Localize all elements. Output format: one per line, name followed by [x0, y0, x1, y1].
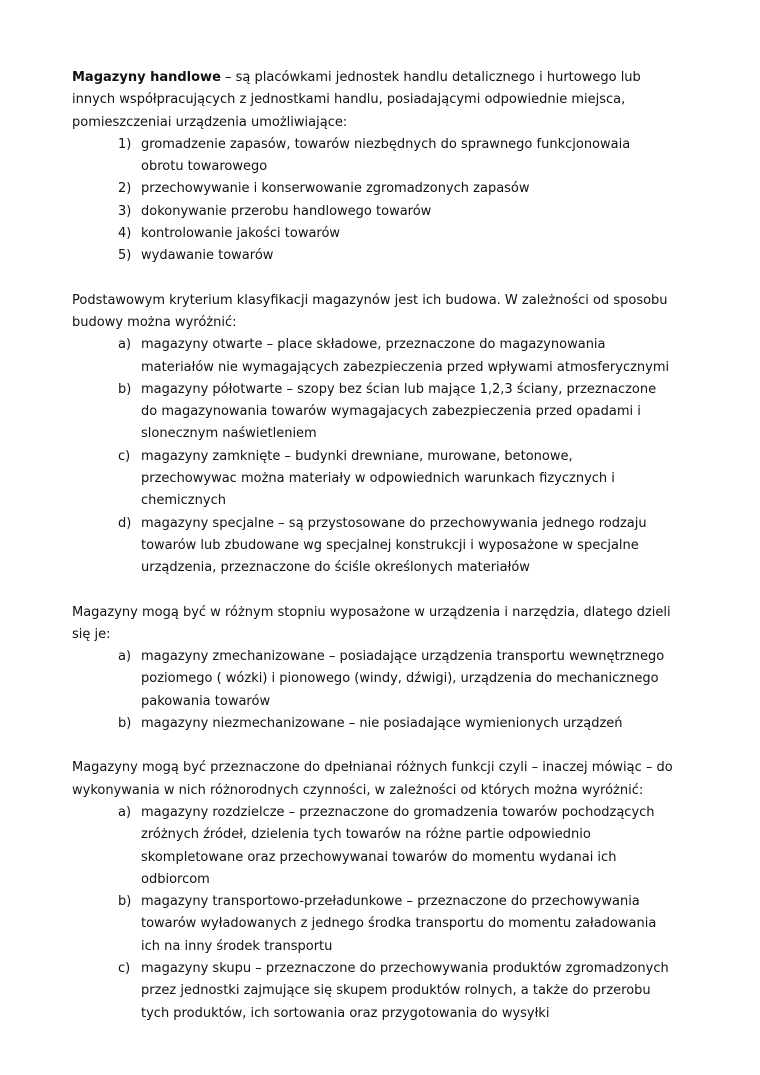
list-item-text: magazyny zmechanizowane – posiadające urządzenia transportu wewnętrznego poziomego ( wózki) i pionowego (windy, dźwigi), urządzenia do mechanicznego pakowania towarów: [141, 649, 665, 709]
paragraph-text: Magazyny mogą być w różnym stopniu wyposażone w urządzenia i narzędzia, dlatego dzieli się je:: [72, 604, 671, 642]
list-item-text: magazyny skupu – przeznaczone do przechowywania produktów zgromadzonych przez jednostki zajmujące się skupem produktów rolnych, a także do przerobu tych produktów, ich sortowania oraz przygotowania do wysyłki: [141, 960, 669, 1021]
section-magazyny-handlowe: [72, 67, 700, 268]
lettered-list: [72, 334, 700, 579]
paragraph-text: Podstawowym kryterium klasyfikacji magazynów jest ich budowa. W zależności od sposobu budowy można wyróżnić:: [72, 292, 668, 330]
term-bold: Magazyny handlowe: [72, 70, 221, 85]
list-marker: b): [118, 716, 132, 732]
paragraph-text: Magazyny mogą być przeznaczone do dpełnianai różnych funkcji czyli – inaczej mówiąc – do wykonywania w nich różnorodnych czynności, w zależności od których można wyróżnić:: [72, 760, 673, 798]
list-item: [72, 713, 700, 735]
list-item-text: wydawanie towarów: [141, 248, 274, 264]
paragraph: [72, 290, 700, 335]
list-marker: 3): [118, 203, 132, 219]
section-klasyfikacja-budowa: [72, 290, 700, 580]
list-marker: a): [118, 804, 132, 820]
list-marker: a): [118, 649, 132, 665]
list-item: [72, 891, 700, 958]
lettered-list: [72, 646, 700, 735]
paragraph: [72, 757, 700, 802]
list-item-text: dokonywanie przerobu handlowego towarów: [141, 203, 432, 219]
list-item: [72, 245, 700, 267]
list-item-text: magazyny półotwarte – szopy bez ścian lub mające 1,2,3 ściany, przeznaczone do magazynowania towarów wymagajacych zabezpieczenia przed opadami i slonecznym naświetleniem: [141, 381, 657, 442]
list-item: [72, 958, 700, 1025]
list-item-text: magazyny rozdzielcze – przeznaczone do gromadzenia towarów pochodzących zróżnych źródeł, dzielenia tych towarów na różne partie odpowiednio skompletowane oraz przechowywanai towarów do momentu wydanai ich odbiorcom: [141, 804, 655, 887]
list-item-text: gromadzenie zapasów, towarów niezbędnych do sprawnego funkcjonowaia obrotu towarowego: [141, 136, 631, 175]
paragraph-text: – są placówkami jednostek handlu detalicznego i hurtowego lub innych współpracujących z jednostkami handlu, posiadającymi odpowiednie miejsca, pomieszczeniai urządzenia umożliwiające:: [72, 70, 641, 130]
list-marker: 5): [118, 248, 132, 264]
list-item: [72, 646, 700, 713]
numbered-list: [72, 134, 700, 268]
list-item: [72, 134, 700, 179]
list-marker: 1): [118, 136, 132, 152]
list-item: [72, 379, 700, 446]
list-marker: c): [118, 960, 131, 976]
lettered-list: [72, 802, 700, 1025]
list-marker: c): [118, 448, 131, 464]
list-marker: a): [118, 337, 132, 353]
list-item: [72, 513, 700, 580]
list-item: [72, 446, 700, 513]
list-item: [72, 178, 700, 200]
section-wyposazenie: [72, 602, 700, 736]
list-marker: 2): [118, 181, 132, 197]
section-funkcje: [72, 757, 700, 1025]
list-item-text: magazyny zamknięte – budynki drewniane, murowane, betonowe, przechowywac można materiały w odpowiednich warunkach fizycznych i chemicznych: [141, 448, 615, 509]
list-item: [72, 223, 700, 245]
list-item-text: magazyny niezmechanizowane – nie posiadające wymienionych urządzeń: [141, 716, 623, 732]
list-item: [72, 802, 700, 891]
list-item-text: magazyny otwarte – place składowe, przeznaczone do magazynowania materiałów nie wymagających zabezpieczenia przed wpływami atmosferycznymi: [141, 337, 670, 375]
list-item: [72, 334, 700, 379]
paragraph: [72, 602, 700, 647]
list-item-text: przechowywanie i konserwowanie zgromadzonych zapasów: [141, 181, 530, 197]
list-marker: b): [118, 894, 132, 910]
list-item-text: kontrolowanie jakości towarów: [141, 226, 341, 242]
list-marker: 4): [118, 226, 132, 242]
paragraph: [72, 67, 700, 134]
list-marker: d): [118, 515, 132, 531]
list-item-text: magazyny transportowo-przeładunkowe – przeznaczone do przechowywania towarów wyładowanych z jednego środka transportu do momentu załadowania ich na inny środek transportu: [141, 894, 657, 954]
list-marker: b): [118, 381, 132, 397]
list-item: [72, 201, 700, 223]
list-item-text: magazyny specjalne – są przystosowane do przechowywania jednego rodzaju towarów lub zbudowane wg specjalnej konstrukcji i wyposażone w specjalne urządzenia, przeznaczone do ściśle określonych materiałów: [141, 515, 647, 576]
